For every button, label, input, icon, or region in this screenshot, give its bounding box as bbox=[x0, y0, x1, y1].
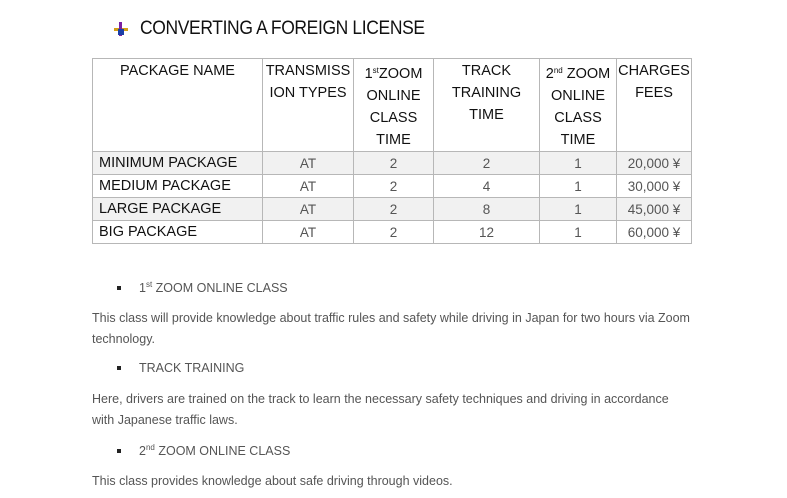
cell-fee: 30,000 ¥ bbox=[617, 175, 692, 198]
cell-track: 2 bbox=[434, 152, 540, 175]
table-row bbox=[93, 175, 692, 198]
bullet-label: 1st ZOOM ONLINE CLASS bbox=[139, 280, 288, 295]
cell-transmission: AT bbox=[263, 221, 354, 244]
section-paragraph: This class will provide knowledge about traffic rules and safety while driving in Japan for two hours via Zoom technology. bbox=[92, 311, 690, 346]
bullet-label: 2nd ZOOM ONLINE CLASS bbox=[139, 443, 291, 458]
cell-package-name: LARGE PACKAGE bbox=[93, 198, 263, 221]
square-bullet-icon bbox=[117, 286, 121, 290]
header-package-name: PACKAGE NAME bbox=[93, 59, 263, 152]
header-charges-fees: CHARGES FEES bbox=[617, 59, 692, 152]
cell-package-name: MINIMUM PACKAGE bbox=[93, 152, 263, 175]
bullet-label: TRACK TRAINING bbox=[139, 361, 245, 375]
cell-zoom1: 2 bbox=[354, 198, 434, 221]
page-title: CONVERTING A FOREIGN LICENSE bbox=[140, 18, 425, 39]
table-row bbox=[93, 221, 692, 244]
header-track-training-time: TRACK TRAINING TIME bbox=[434, 59, 540, 152]
cell-zoom2: 1 bbox=[540, 152, 617, 175]
cell-zoom2: 1 bbox=[540, 221, 617, 244]
cell-package-name: BIG PACKAGE bbox=[93, 221, 263, 244]
header-zoom2-time: 2nd ZOOM ONLINE CLASS TIME bbox=[540, 59, 617, 152]
bullet-item-zoom2 bbox=[117, 443, 290, 458]
square-bullet-icon bbox=[117, 449, 121, 453]
cell-track: 12 bbox=[434, 221, 540, 244]
cross-bullet-icon bbox=[113, 20, 131, 38]
cell-transmission: AT bbox=[263, 198, 354, 221]
package-table bbox=[92, 58, 692, 244]
cell-track: 8 bbox=[434, 198, 540, 221]
cell-transmission: AT bbox=[263, 175, 354, 198]
section-paragraph: This class provides knowledge about safe driving through videos. bbox=[92, 474, 453, 488]
cell-fee: 60,000 ¥ bbox=[617, 221, 692, 244]
header-zoom1-time: 1stZOOM ONLINE CLASS TIME bbox=[354, 59, 434, 152]
cell-zoom2: 1 bbox=[540, 198, 617, 221]
cell-fee: 20,000 ¥ bbox=[617, 152, 692, 175]
cell-transmission: AT bbox=[263, 152, 354, 175]
cell-track: 4 bbox=[434, 175, 540, 198]
section-paragraph: Here, drivers are trained on the track to learn the necessary safety techniques and driving in accordance with Japanese traffic laws. bbox=[92, 392, 669, 427]
cell-zoom1: 2 bbox=[354, 221, 434, 244]
bullet-item-track bbox=[117, 361, 244, 375]
table-row bbox=[93, 198, 692, 221]
cell-zoom2: 1 bbox=[540, 175, 617, 198]
cell-zoom1: 2 bbox=[354, 175, 434, 198]
header-transmission-types: TRANSMISS ION TYPES bbox=[263, 59, 354, 152]
bullet-item-zoom1 bbox=[117, 280, 288, 295]
square-bullet-icon bbox=[117, 366, 121, 370]
table-header-row bbox=[93, 59, 692, 152]
table-row bbox=[93, 152, 692, 175]
cell-package-name: MEDIUM PACKAGE bbox=[93, 175, 263, 198]
cell-zoom1: 2 bbox=[354, 152, 434, 175]
section-heading bbox=[113, 18, 449, 40]
cell-fee: 45,000 ¥ bbox=[617, 198, 692, 221]
